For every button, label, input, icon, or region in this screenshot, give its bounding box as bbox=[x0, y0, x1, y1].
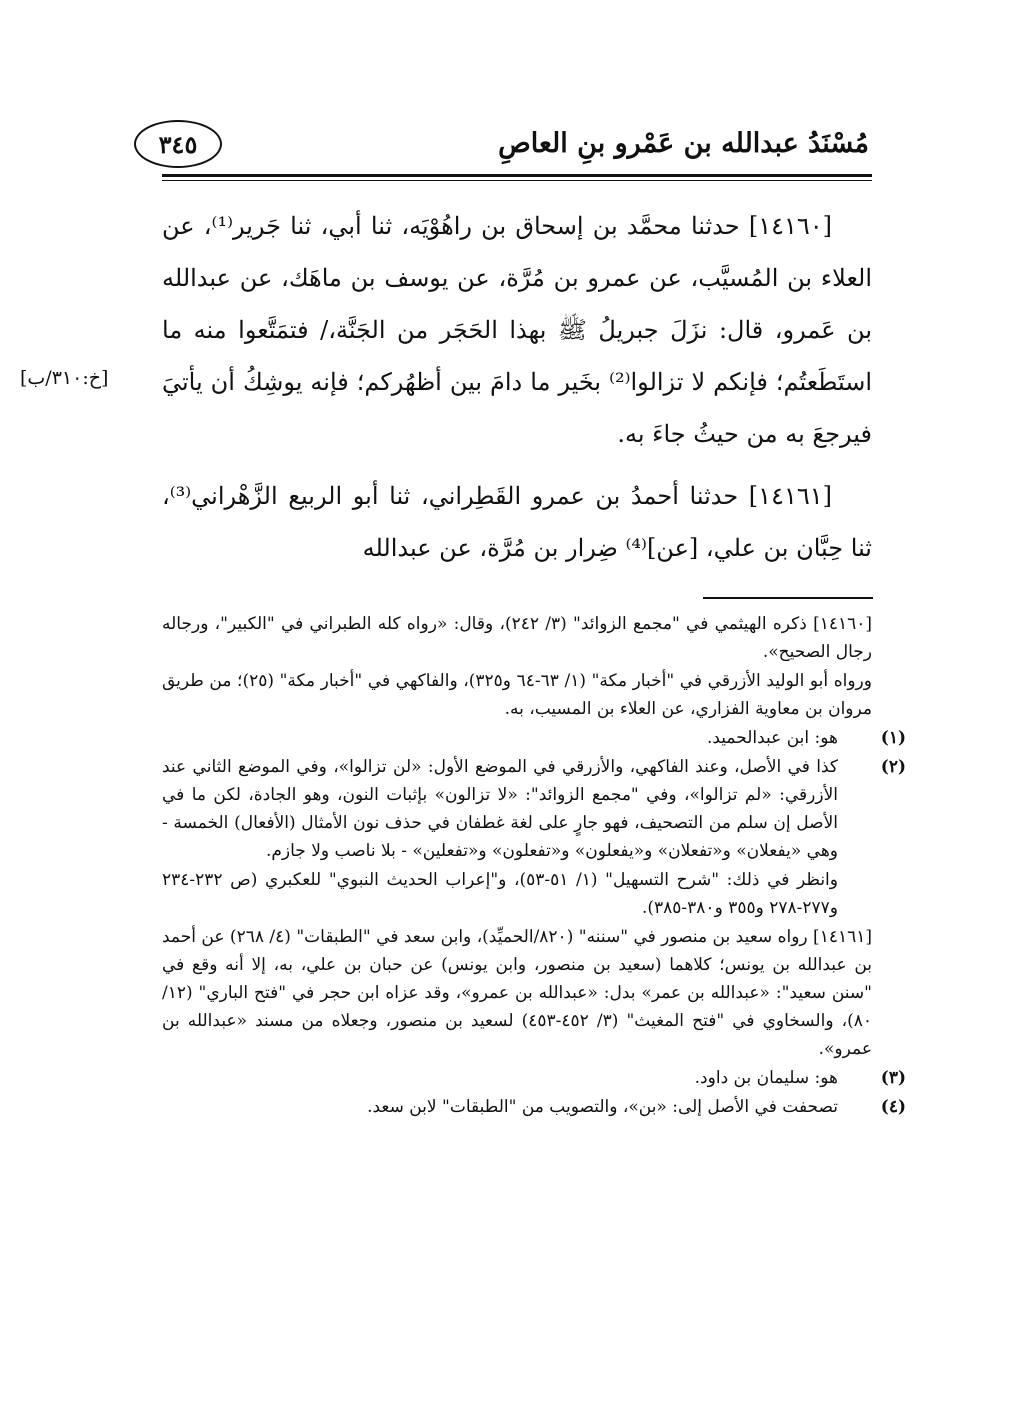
footnote-2-continued bbox=[162, 866, 872, 922]
footnote-number: (٤) bbox=[880, 1097, 906, 1117]
footnote-separator bbox=[703, 597, 873, 599]
footnote-number: (٣) bbox=[880, 1068, 906, 1088]
footnote-14160-other bbox=[162, 667, 872, 723]
footnote-14160-source bbox=[162, 610, 872, 666]
footnote-text: كذا في الأصل، وعند الفاكهي، والأزرقي في الموضع الأول: «لن تزالوا»، وفي الموضع الثاني عند الأزرقي: «لم تزالوا»، وفي "مجمع الزوائد": «لا تزالون» بإثبات النون، وهو الجادة، لكن ما في الأصل إن سلم من التصحيف، فهو جارٍ على لغة غطفان في حذف نون الأمثال (الأفعال) الخمسة - وهي «يفعلان» و«تفعلان» و«يفعلون» و«تفعلون» و«تفعلين» - بلا ناصب ولا جازم. bbox=[162, 757, 838, 861]
running-title: مُسْنَدُ عبدالله بن عَمْرو بنِ العاصِ bbox=[498, 128, 869, 159]
footnote-text: [١٤١٦٠] ذكره الهيثمي في "مجمع الزوائد" (٣/ ٢٤٢)، وقال: «رواه كله الطبراني في "الكبير"، ورجاله رجال الصحيح». bbox=[162, 614, 872, 662]
header-rule-thin bbox=[162, 180, 872, 181]
footnote-text: وانظر في ذلك: "شرح التسهيل" (١/ ٥١-٥٣)، و"إعراب الحديث النبوي" للعكبري (ص ٢٣٢-٢٣٤ و٢٧٧-٢٧٨ و٣٥٥ و٣٨٠-٣٨٥). bbox=[162, 870, 838, 918]
footnote-number: (٢) bbox=[880, 757, 906, 777]
footnotes bbox=[162, 610, 906, 1122]
footnote-text: هو: ابن عبدالحميد. bbox=[706, 728, 838, 748]
footnote-text: هو: سليمان بن داود. bbox=[694, 1068, 838, 1088]
footnote-text: [١٤١٦١] رواه سعيد بن منصور في "سننه" (٨٢٠/الحميِّد)، وابن سعد في "الطبقات" (٤/ ٢٦٨) عن أحمد بن عبدالله بن يونس؛ كلاهما (سعيد بن منصور، وابن يونس) عن حبان بن علي، به، إلا أنه وقع في "سنن سعيد": «عبدالله بن عمر» بدل: «عبدالله بن عمرو»، وقد عزاه ابن حجر في "فتح الباري" (١٢/ ٨٠)، والسخاوي في "فتح المغيث" (٣/ ٤٥٢-٤٥٣) لسعيد بن منصور، وجعلاه من مسند «عبدالله بن عمرو». bbox=[162, 927, 872, 1059]
page-number: ٣٤٥ bbox=[134, 120, 222, 168]
header-rule-thick bbox=[162, 174, 872, 177]
footnote-2 bbox=[162, 753, 906, 865]
footnote-4 bbox=[162, 1093, 906, 1121]
hadith-14160: [١٤١٦٠] حدثنا محمَّد بن إسحاق بن راهُوْيَه، ثنا أبي، ثنا جَرير⁽¹⁾، عن العلاء بن المُسيَّب، عن عمرو بن مُرَّة، عن يوسف بن ماهَك، عن عبدالله بن عَمرو، قال: نزَلَ جبريلُ ﷺ بهذا الحَجَر من الجَنَّة،/ فتمَتَّعوا منه ما استَطَعتُم؛ فإنكم لا تزالوا⁽²⁾ بخَير ما دامَ بين أظهُركم؛ فإنه يوشِكُ أن يأتيَ فيرجعَ به من حيثُ جاءَ به. bbox=[162, 212, 872, 448]
main-text bbox=[162, 200, 872, 574]
hadith-14161: [١٤١٦١] حدثنا أحمدُ بن عمرو القَطِراني، ثنا أبو الربيع الزَّهْراني⁽³⁾، ثنا حِبَّان بن علي، [عن]⁽⁴⁾ ضِرار بن مُرَّة، عن عبدالله bbox=[162, 482, 872, 562]
footnote-14161-source bbox=[162, 923, 872, 1063]
margin-note: [خ:٣١٠/ب] bbox=[20, 367, 109, 389]
footnote-number: (١) bbox=[880, 728, 906, 748]
footnote-text: ورواه أبو الوليد الأزرقي في "أخبار مكة" (١/ ٦٣-٦٤ و٣٢٥)، والفاكهي في "أخبار مكة" (٢٥)؛ من طريق مروان بن معاوية الفزاري، عن العلاء بن المسيب، به. bbox=[162, 671, 872, 719]
footnote-text: تصحفت في الأصل إلى: «بن»، والتصويب من "الطبقات" لابن سعد. bbox=[367, 1097, 838, 1117]
footnote-3 bbox=[162, 1064, 906, 1092]
footnote-1 bbox=[162, 724, 906, 752]
